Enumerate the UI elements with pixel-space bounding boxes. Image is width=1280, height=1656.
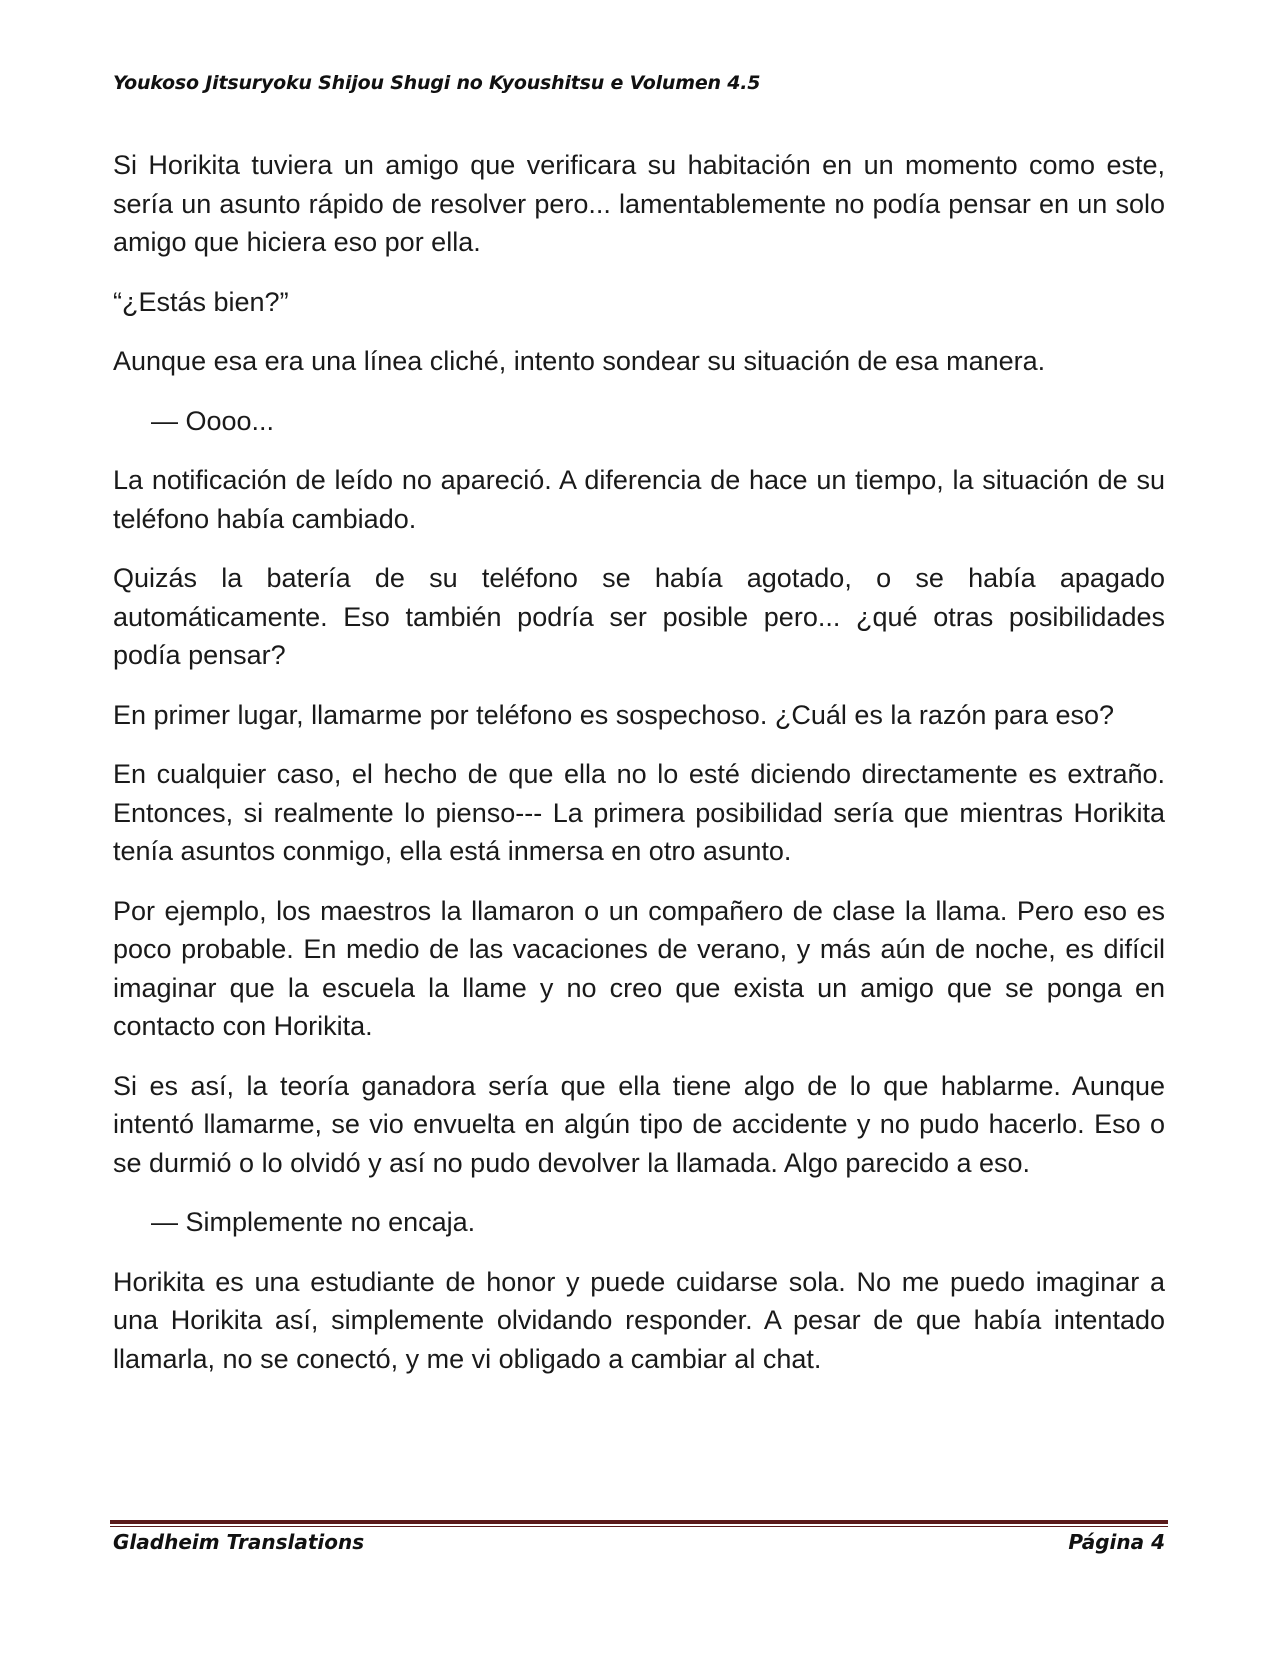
footer-translator: Gladheim Translations bbox=[113, 1530, 365, 1554]
dash-line: — Oooo... bbox=[151, 405, 275, 436]
paragraph: En primer lugar, llamarme por teléfono es sospechoso. ¿Cuál es la razón para eso? bbox=[113, 699, 1115, 730]
dialogue-line: “¿Estás bien?” bbox=[113, 286, 289, 317]
paragraph: Horikita es una estudiante de honor y puede cuidarse sola. No me puedo imaginar a una Horikita así, simplemente olvidando responder. A pesar de que había intentado llamarla, no se conectó, y me vi obligado a cambiar al chat. bbox=[113, 1266, 1165, 1374]
paragraph: Si Horikita tuviera un amigo que verificara su habitación en un momento como este, sería un asunto rápido de resolver pero... lamentablemente no podía pensar en un solo amigo que hiciera eso por ella. bbox=[113, 150, 1165, 257]
running-header: Youkoso Jitsuryoku Shijou Shugi no Kyoushitsu e Volumen 4.5 bbox=[113, 72, 761, 94]
paragraph: En cualquier caso, el hecho de que ella no lo esté diciendo directamente es extraño. Entonces, si realmente lo pienso--- La primera posibilidad sería que mientras Horikita tenía asuntos conmigo, ella está inmersa en otro asunto. bbox=[113, 759, 1165, 866]
footer-divider bbox=[110, 1520, 1168, 1528]
paragraph: Por ejemplo, los maestros la llamaron o un compañero de clase la llama. Pero eso es poco probable. En medio de las vacaciones de verano, y más aún de noche, es difícil imaginar que la escuela la llame y no creo que exista un amigo que se ponga en contacto con Horikita. bbox=[113, 895, 1165, 1041]
paragraph: Si es así, la teoría ganadora sería que ella tiene algo de lo que hablarme. Aunque intentó llamarme, se vio envuelta en algún tipo de accidente y no pudo hacerlo. Eso o se durmió o lo olvidó y así no pudo devolver la llamada. Algo parecido a eso. bbox=[113, 1070, 1165, 1178]
footer-divider-thick bbox=[110, 1520, 1168, 1524]
body-text bbox=[113, 146, 1165, 1399]
paragraph: Quizás la batería de su teléfono se había agotado, o se había apagado automáticamente. Eso también podría ser posible pero... ¿qué otras posibilidades podía pensar? bbox=[113, 563, 1165, 670]
paragraph: La notificación de leído no apareció. A diferencia de hace un tiempo, la situación de su teléfono había cambiado. bbox=[113, 465, 1165, 534]
dash-line: — Simplemente no encaja. bbox=[151, 1207, 476, 1237]
footer-divider-thin bbox=[110, 1526, 1168, 1527]
footer-page-number: Página 4 bbox=[1068, 1530, 1165, 1554]
paragraph: Aunque esa era una línea cliché, intento sondear su situación de esa manera. bbox=[113, 346, 1046, 376]
